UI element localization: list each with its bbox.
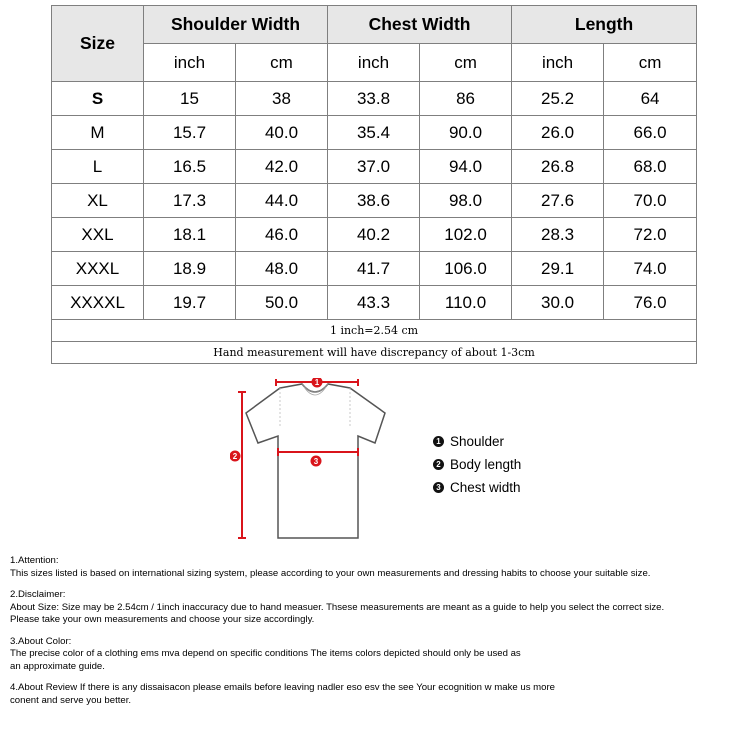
shoulder-width-header: Shoulder Width (144, 6, 328, 44)
measurement-cell: 15.7 (144, 116, 236, 150)
measurement-cell: 64 (604, 82, 697, 116)
measurement-cell: 38 (236, 82, 328, 116)
measurement-cell: 17.3 (144, 184, 236, 218)
measurement-cell: 94.0 (420, 150, 512, 184)
measurement-cell: 46.0 (236, 218, 328, 252)
measurement-cell: 42.0 (236, 150, 328, 184)
note-disclaimer (10, 589, 745, 627)
legend-item-shoulder (433, 430, 521, 453)
table-row (52, 218, 697, 252)
table-row (52, 184, 697, 218)
unit-header: inch (512, 44, 604, 82)
measurement-cell: 29.1 (512, 252, 604, 286)
note-text: conent and serve you better. (10, 694, 132, 706)
measurement-cell: 40.2 (328, 218, 420, 252)
conversion-note: 1 inch=2.54 cm (52, 320, 697, 342)
legend-item-body-length (433, 453, 521, 476)
unit-header: cm (236, 44, 328, 82)
measurement-cell: 70.0 (604, 184, 697, 218)
size-cell: XXXL (52, 252, 144, 286)
measurement-cell: 86 (420, 82, 512, 116)
measurement-cell: 68.0 (604, 150, 697, 184)
legend-label: Chest width (450, 480, 521, 495)
discrepancy-note: Hand measurement will have discrepancy of about 1-3cm (52, 342, 697, 364)
legend-item-chest-width (433, 476, 521, 499)
measurement-cell: 27.6 (512, 184, 604, 218)
table-header-row (52, 6, 697, 44)
measurement-cell: 26.8 (512, 150, 604, 184)
unit-header: inch (144, 44, 236, 82)
measurement-cell: 106.0 (420, 252, 512, 286)
measurement-cell: 16.5 (144, 150, 236, 184)
marker-3: 3 (313, 457, 319, 466)
measurement-cell: 74.0 (604, 252, 697, 286)
measurement-cell: 48.0 (236, 252, 328, 286)
unit-header: cm (604, 44, 697, 82)
marker-1: 1 (314, 378, 320, 387)
chest-width-header: Chest Width (328, 6, 512, 44)
table-row (52, 116, 697, 150)
measurement-cell: 30.0 (512, 286, 604, 320)
measurement-cell: 15 (144, 82, 236, 116)
measurement-cell: 40.0 (236, 116, 328, 150)
legend-number: 1 (433, 436, 444, 447)
tshirt-icon (230, 378, 400, 543)
note-color (10, 636, 745, 674)
measurement-cell: 110.0 (420, 286, 512, 320)
legend-label: Body length (450, 457, 522, 472)
measurement-cell: 66.0 (604, 116, 697, 150)
measurement-cell: 90.0 (420, 116, 512, 150)
measurement-cell: 37.0 (328, 150, 420, 184)
length-header: Length (512, 6, 697, 44)
note-attention (10, 555, 745, 580)
measurement-cell: 33.8 (328, 82, 420, 116)
size-cell: XXL (52, 218, 144, 252)
measurement-cell: 28.3 (512, 218, 604, 252)
measurement-cell: 102.0 (420, 218, 512, 252)
discrepancy-note-row (52, 342, 697, 364)
size-cell: XL (52, 184, 144, 218)
legend-label: Shoulder (450, 434, 505, 449)
measurement-cell: 38.6 (328, 184, 420, 218)
legend-number: 3 (433, 482, 444, 493)
measurement-cell: 35.4 (328, 116, 420, 150)
measurement-cell: 18.1 (144, 218, 236, 252)
measurement-cell: 44.0 (236, 184, 328, 218)
measurement-cell: 76.0 (604, 286, 697, 320)
marker-2: 2 (232, 452, 238, 461)
note-title: 1.Attention: (10, 555, 59, 566)
note-title: 3.About Color: (10, 635, 72, 647)
note-title: 2.Disclaimer: (10, 589, 66, 600)
table-row (52, 252, 697, 286)
size-cell: L (52, 150, 144, 184)
note-title: 4.About Review If there is any dissaisacon please emails before leaving nadler eso esv the see Your ecognition w make us more (10, 682, 556, 693)
note-text: The precise color of a clothing ems mva depend on specific conditions The items colors depicted should only be used as (10, 648, 521, 659)
table-body (52, 82, 697, 320)
table-row (52, 82, 697, 116)
note-review (10, 682, 745, 707)
table-row (52, 286, 697, 320)
unit-header: cm (420, 44, 512, 82)
note-text: This sizes listed is based on international sizing system, please according to your own measurements and dressing habits to choose your suitable size. (10, 567, 651, 579)
note-text: About Size: Size may be 2.54cm / 1inch inaccuracy due to hand measuer. Thsese measurements are meant as a guide to help you select the correct size. (10, 601, 665, 613)
size-cell: M (52, 116, 144, 150)
unit-header: inch (328, 44, 420, 82)
measurement-cell: 26.0 (512, 116, 604, 150)
size-cell: S (52, 82, 144, 116)
measurement-legend (433, 430, 521, 499)
measurement-cell: 50.0 (236, 286, 328, 320)
measurement-cell: 25.2 (512, 82, 604, 116)
note-text: an approximate guide. (10, 660, 105, 672)
measurement-cell: 41.7 (328, 252, 420, 286)
size-column-header: Size (52, 6, 144, 82)
measurement-cell: 72.0 (604, 218, 697, 252)
measurement-cell: 43.3 (328, 286, 420, 320)
note-text: Please take your own measurements and choose your size accordingly. (10, 614, 315, 625)
measurement-cell: 19.7 (144, 286, 236, 320)
conversion-note-row (52, 320, 697, 342)
measurement-cell: 18.9 (144, 252, 236, 286)
tshirt-measurement-diagram (230, 378, 400, 543)
legend-number: 2 (433, 459, 444, 470)
measurement-cell: 98.0 (420, 184, 512, 218)
unit-header-row (52, 44, 697, 82)
size-cell: XXXXL (52, 286, 144, 320)
table-row (52, 150, 697, 184)
size-chart-table (51, 5, 697, 364)
notes-section (10, 555, 745, 716)
